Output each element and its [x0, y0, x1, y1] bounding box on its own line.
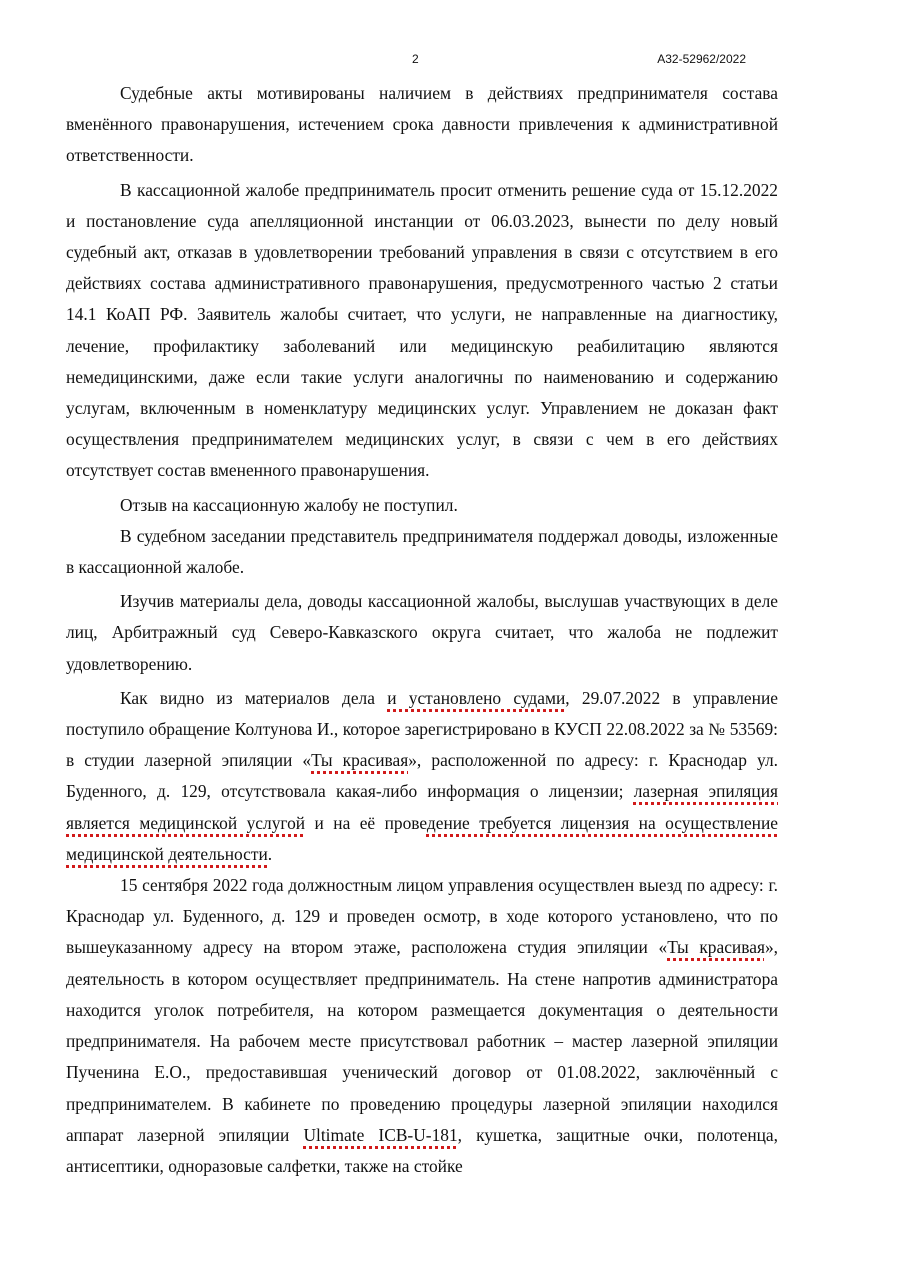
highlighted-phrase: дение требуется лицензия на осуществление медицинской деятельности [66, 812, 778, 864]
text-segment: Как видно из материалов дела [120, 687, 388, 708]
paragraph-court-finding [66, 586, 778, 680]
highlighted-phrase: Ты красивая [311, 750, 409, 771]
text-segment: . [267, 843, 273, 864]
text-segment: Отзыв на кассационную жалобу не поступил. [120, 494, 458, 515]
text-segment: В судебном заседании представитель предпринимателя поддержал доводы, изложенные в кассационной жалобе. [66, 525, 778, 578]
page-header [0, 52, 904, 70]
paragraph-complaint [66, 683, 778, 870]
text-segment: Изучив материалы дела, доводы кассационной жалобы, выслушав участвующих в деле лиц, Арбитражный суд Северо-Кавказского округа считает, что жалоба не подлежит удовлетворению. [66, 591, 778, 674]
text-segment: и на её прове [305, 812, 427, 833]
text-segment: Судебные акты мотивированы наличием в действиях предпринимателя состава вменённого правонарушения, истечением срока давности привлечения к административной ответственности. [66, 83, 778, 166]
paragraph-cassation-appeal [66, 175, 778, 487]
paragraph-inspection [66, 870, 778, 1182]
highlighted-phrase: лазерная эпиляция является медицинской услугой [66, 781, 779, 833]
highlighted-phrase: Ты красивая [667, 937, 765, 958]
paragraph-no-response [66, 490, 778, 521]
highlighted-phrase: Ultimate ICB-U-181 [303, 1124, 458, 1145]
paragraph-hearing [66, 521, 778, 583]
text-segment: В кассационной жалобе предприниматель просит отменить решение суда от 15.12.2022 и постановление суда апелляционной инстанции от 06.03.2023, вынести по делу новый судебный акт, отказав в удовлетворении требований управления в связи с отсутствием в его действиях состава административного правонарушения, предусмотренного частью 2 статьи 14.1 КоАП РФ. Заявитель жалобы считает, что услуги, не направленные на диагностику, лечение, профилактику заболеваний или медицинскую реабилитацию являются немедицинскими, даже если такие услуги аналогичны по наименованию и содержанию услугам, включенным в номенклатуру медицинских услуг. Управлением не доказан факт осуществления предпринимателем медицинских услуг, в связи с чем в его действиях отсутствует состав вмененного правонарушения. [66, 179, 778, 481]
document-body [66, 78, 778, 1182]
text-segment: 15 сентября 2022 года должностным лицом управления осуществлен выезд по адресу: г. Краснодар ул. Буденного, д. 129 и проведен осмотр, в ходе которого установлено, что по вышеуказанному адресу на втором этаже, расположена студия эпиляции « [66, 875, 778, 958]
highlighted-phrase: и установлено судами [387, 687, 566, 708]
text-segment: », деятельность в котором осуществляет предприниматель. На стене напротив администратора находится уголок потребителя, на котором размещается документация о деятельности предпринимателя. На рабочем месте присутствовал работник – мастер лазерной эпиляции Пученина Е.О., предоставившая ученический договор от 01.08.2022, заключённый с предпринимателем. В кабинете по проведению процедуры лазерной эпиляции находился аппарат лазерной эпиляции [66, 937, 778, 1145]
case-number: А32-52962/2022 [657, 52, 746, 66]
text-segment: », расположенной по адресу: г. Краснодар ул. Буденного, д. 129, отсутствовала какая-либо информация о лицензии; [66, 750, 778, 802]
page-number: 2 [412, 52, 419, 66]
text-segment: , 29.07.2022 в управление поступило обращение Колтунова И., которое зарегистрировано в КУСП 22.08.2022 за № 53569: в студии лазерной эпиляции « [66, 687, 778, 771]
text-segment: , кушетка, защитные очки, полотенца, антисептики, одноразовые салфетки, также на стойке [66, 1124, 778, 1176]
paragraph-grounds [66, 78, 778, 172]
